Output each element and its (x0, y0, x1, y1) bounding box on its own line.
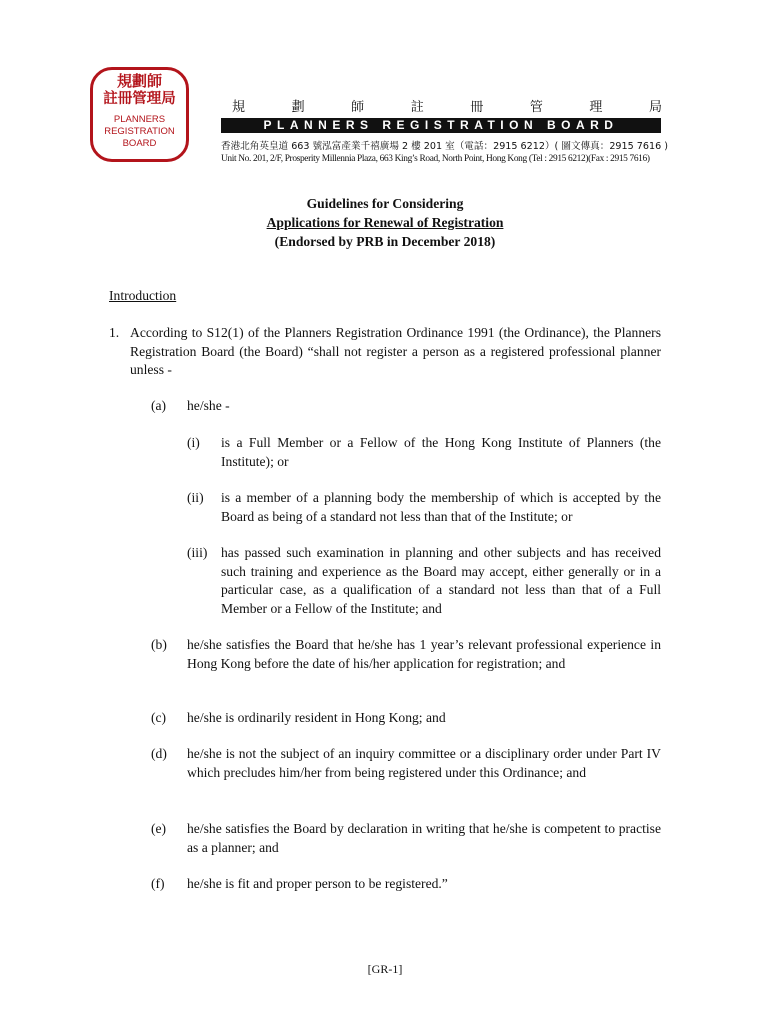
subitem-text: is a member of a planning body the membership of which is accepted by the Board as being of a standard not less than that of the Institute; or (221, 490, 661, 524)
item-text: he/she is ordinarily resident in Hong Kong; and (187, 710, 446, 725)
document-title-line3: (Endorsed by PRB in December 2018) (274, 234, 496, 249)
item-text: he/she is fit and proper person to be registered.” (187, 876, 448, 891)
document-title-line1: Guidelines for Considering (306, 196, 464, 211)
subitem-text: has passed such examination in planning and other subjects and has received such training and experience as the Board may accept, either generally or in a particular case, as a qualification of a standard not less than that of a Full Member or a Fellow of the Institute; and (221, 545, 661, 616)
document-title-line2: Applications for Renewal of Registration (266, 215, 504, 230)
item-label: (e) (151, 821, 167, 836)
item-text: he/she satisfies the Board that he/she has 1 year’s relevant professional experience in Hong Kong before the date of his/her application for registration; and (187, 637, 661, 671)
chinese-title-char: 局 (648, 100, 662, 115)
logo-chinese-line2: 註冊管理局 (103, 91, 176, 107)
item-label: (a) (151, 398, 167, 413)
chinese-title-char: 劃 (291, 100, 305, 115)
chinese-title-char: 規 (232, 100, 246, 115)
item-label: (d) (151, 746, 167, 761)
item-text: he/she - (187, 398, 230, 413)
english-address: Unit No. 201, 2/F, Prosperity Millennia Plaza, 663 King’s Road, North Point, Hong Kong (Tel : 2915 6212)(Fax : 2915 7616) (221, 154, 650, 164)
item-label: (c) (151, 710, 167, 725)
subitem-label: (ii) (187, 490, 204, 505)
chinese-title-char: 管 (529, 100, 543, 115)
item-label: (f) (151, 876, 165, 891)
logo-english-line1: PLANNERS (113, 114, 166, 125)
chinese-title-char: 冊 (470, 100, 484, 115)
chinese-title-char: 註 (410, 100, 424, 115)
chinese-title-char: 師 (351, 100, 365, 115)
logo-english-line3: BOARD (122, 138, 157, 149)
item-label: (b) (151, 637, 167, 652)
paragraph-number: 1. (109, 325, 120, 340)
paragraph-1-text: According to S12(1) of the Planners Registration Ordinance 1991 (the Ordinance), the Planners Registration Board (the Board) “shall not register a person as a registered professional planner unless - (130, 325, 661, 377)
page-number: [GR-1] (367, 962, 403, 976)
item-text: he/she is not the subject of an inquiry committee or a disciplinary order under Part IV which precludes him/her from being registered under this Ordinance; and (187, 746, 661, 780)
subitem-label: (iii) (187, 545, 208, 560)
chinese-address: 香港北角英皇道 663 號泓富產業千禧廣場 2 樓 201 室（電話：2915 6212）( 圖文傳真：2915 7616 ) (221, 141, 668, 152)
english-board-name-bar: PLANNERS REGISTRATION BOARD (221, 118, 661, 133)
logo-chinese-line1: 規劃師 (116, 72, 162, 90)
chinese-board-name (232, 96, 662, 115)
chinese-title-char: 理 (589, 100, 603, 115)
subitem-label: (i) (187, 435, 200, 450)
section-heading-introduction: Introduction (109, 288, 177, 303)
board-logo (90, 67, 189, 162)
logo-english-line2: REGISTRATION (104, 126, 175, 137)
item-text: he/she satisfies the Board by declaration in writing that he/she is competent to practise as a planner; and (187, 821, 661, 855)
subitem-text: is a Full Member or a Fellow of the Hong Kong Institute of Planners (the Institute); or (221, 435, 661, 469)
